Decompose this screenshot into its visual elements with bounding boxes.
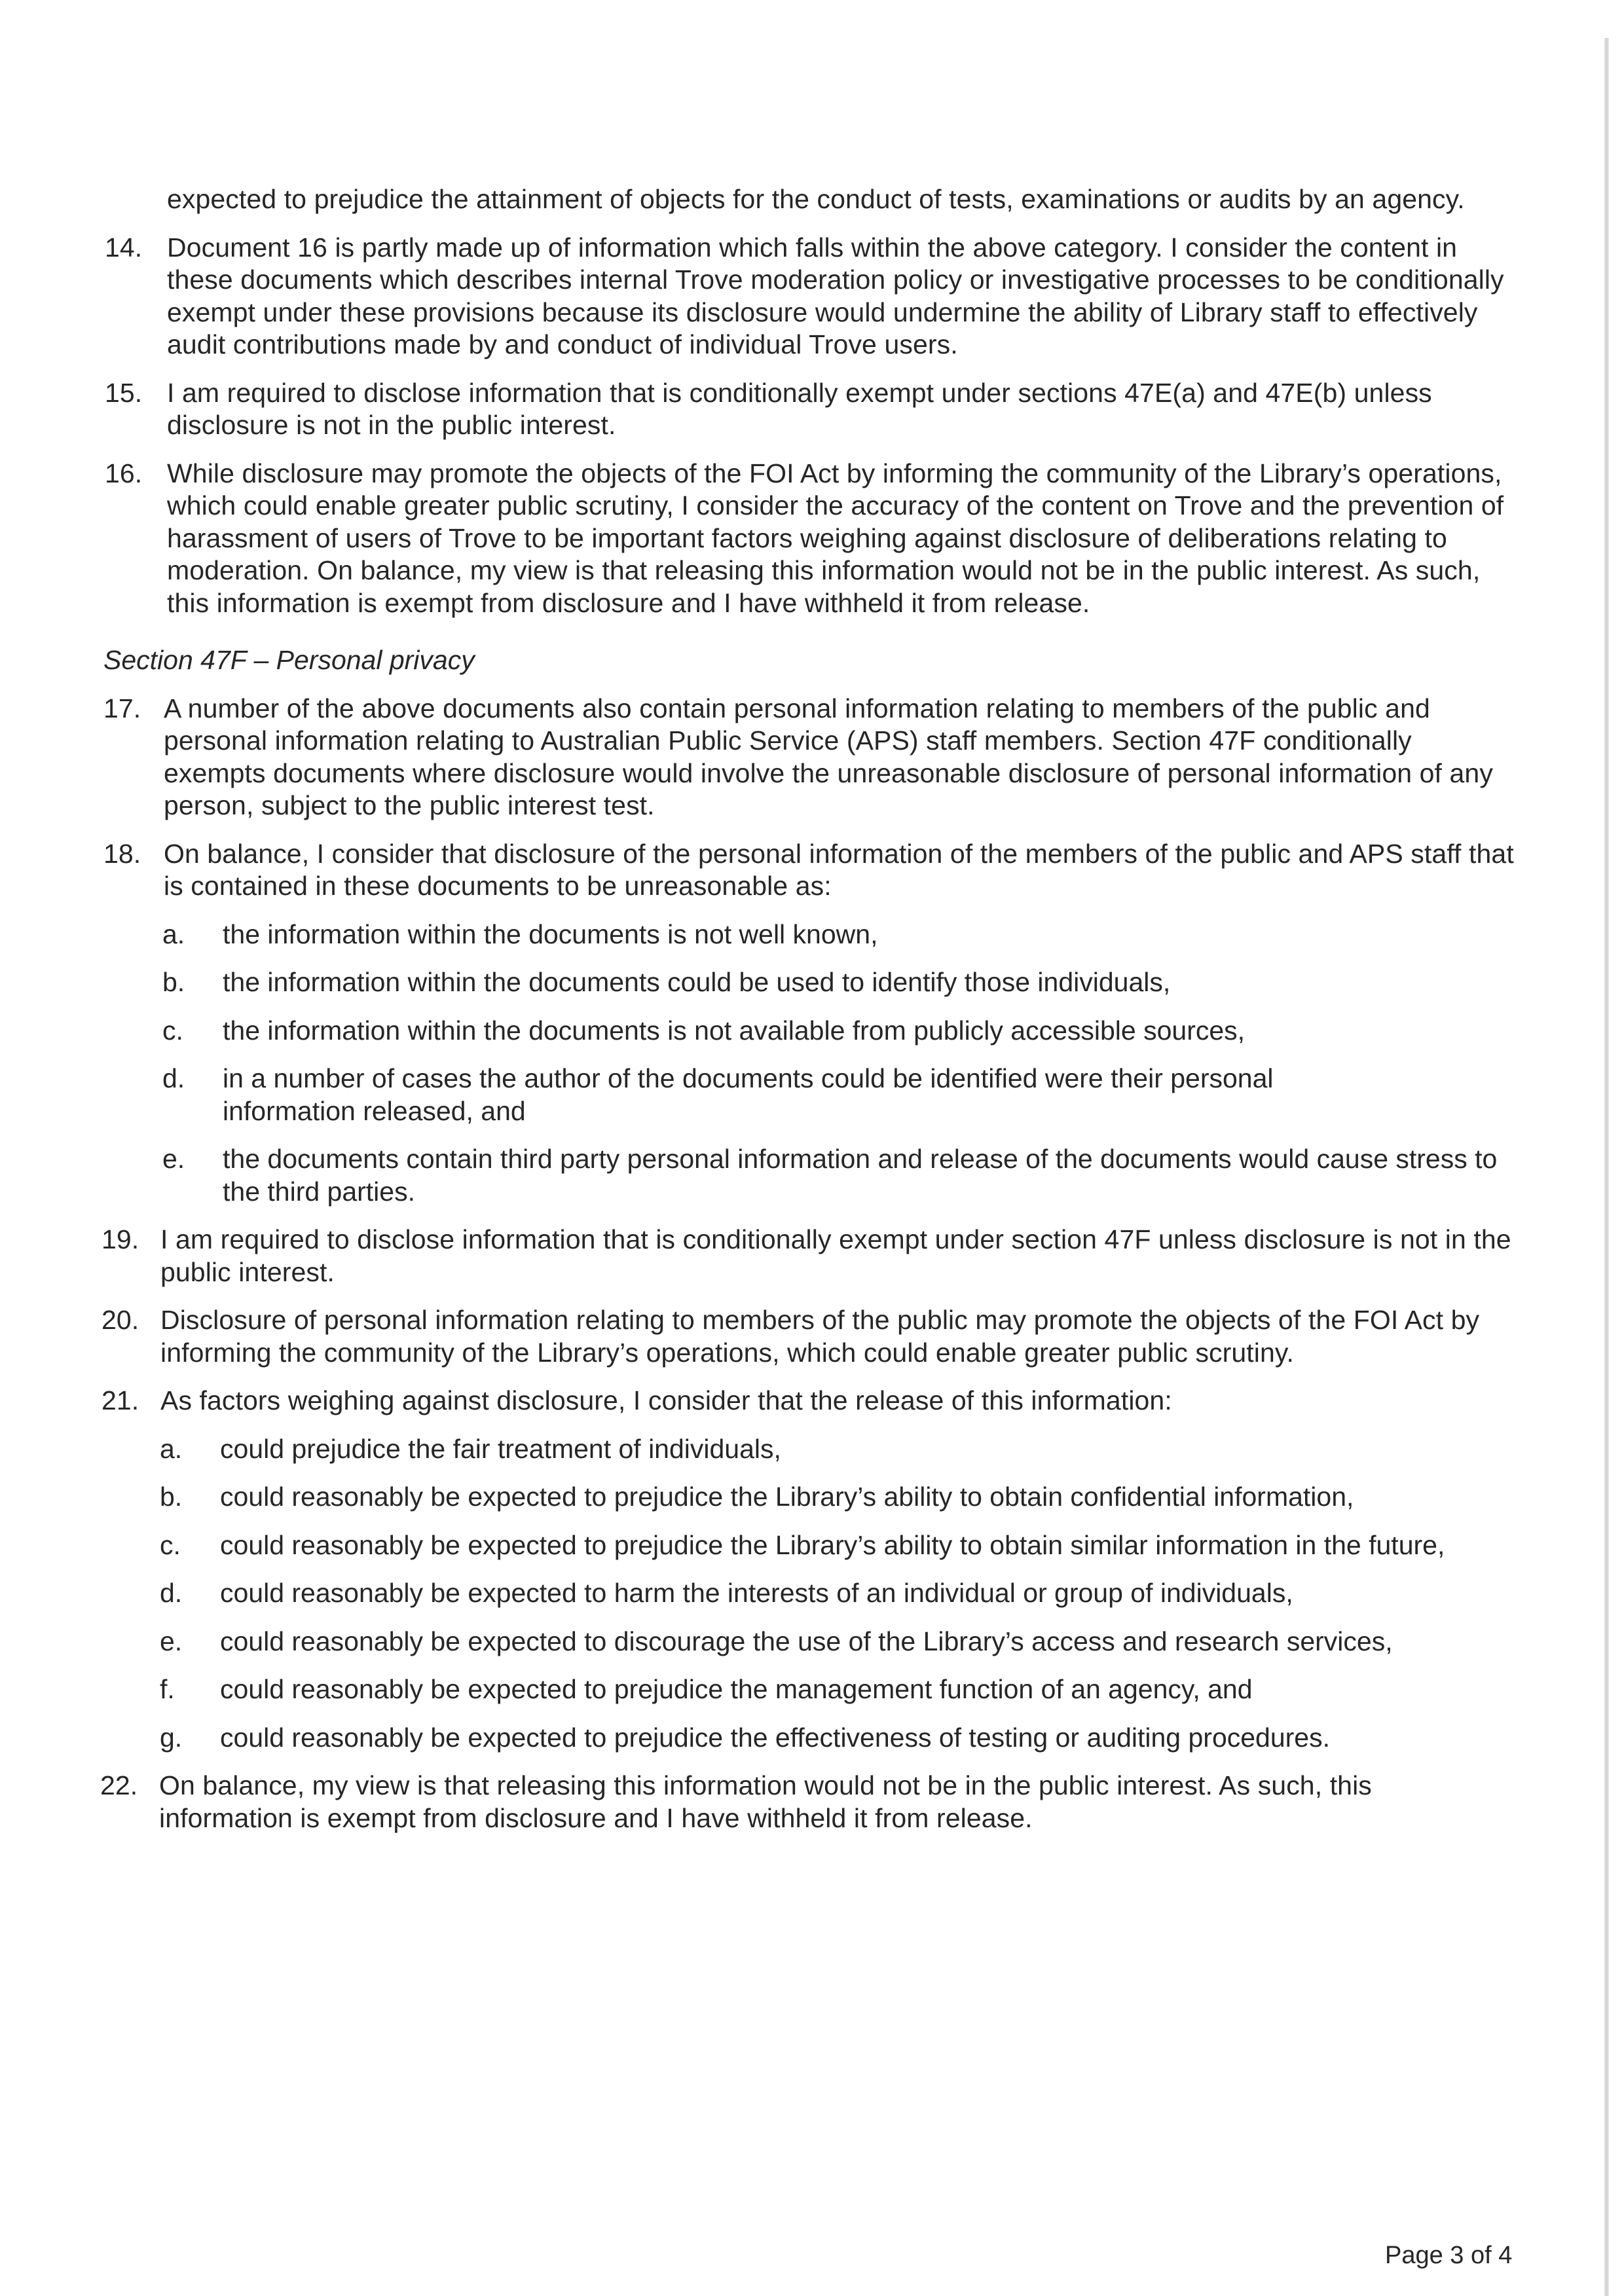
paragraph-text: Disclosure of personal information relating to members of the public may promote the objects of the FOI Act by informing the community of the Library’s operations, which could enable greater public scrutiny. — [160, 1305, 1480, 1368]
item-text: in a number of cases the author of the documents could be identified were their personal information released, and — [223, 1063, 1274, 1126]
paragraph-21-item-g — [160, 1722, 1523, 1755]
page-number-footer: Page 3 of 4 — [1385, 2242, 1513, 2269]
paragraph-21-item-b — [160, 1481, 1523, 1514]
paragraph-number: 18. — [103, 838, 141, 869]
paragraph-number: 20. — [101, 1305, 139, 1335]
paragraph-18-item-d — [162, 1063, 1401, 1127]
item-text: the documents contain third party personal information and release of the documents would cause stress to the third parties. — [223, 1144, 1498, 1207]
item-letter: b. — [162, 967, 185, 997]
item-letter: d. — [162, 1063, 185, 1093]
item-letter: g. — [160, 1722, 183, 1753]
paragraph-text: I am required to disclose information that is conditionally exempt under sections 47E(a) and 47E(b) unless disclosure is not in the public interest. — [167, 377, 1432, 440]
paragraph-21-item-a — [160, 1433, 1523, 1466]
paragraph-text: A number of the above documents also contain personal information relating to members of the public and personal information relating to Australian Public Service (APS) staff members. Section 47F conditionally exempts documents where disclosure would involve the unreasonable disclosure of personal information of any person, subject to the public interest test. — [164, 693, 1493, 820]
paragraph-text: On balance, my view is that releasing this information would not be in the public interest. As such, this information is exempt from disclosure and I have withheld it from release. — [159, 1770, 1372, 1833]
item-letter: c. — [160, 1529, 181, 1560]
paragraph-number: 21. — [101, 1385, 139, 1415]
item-text: could reasonably be expected to prejudice the Library’s ability to obtain confidential information, — [220, 1482, 1354, 1512]
paragraph-15 — [105, 377, 1477, 442]
item-text: could reasonably be expected to prejudice the effectiveness of testing or auditing procedures. — [220, 1722, 1330, 1753]
paragraph-18-item-e — [162, 1143, 1519, 1208]
paragraph-number: 14. — [105, 232, 143, 263]
paragraph-number: 16. — [105, 458, 143, 488]
paragraph-21-item-f — [160, 1673, 1523, 1706]
item-text: could reasonably be expected to prejudice the management function of an agency, and — [220, 1674, 1253, 1704]
paragraph-21-item-d — [160, 1577, 1523, 1610]
paragraph-16 — [105, 458, 1516, 620]
item-text: the information within the documents is not well known, — [223, 919, 878, 949]
paragraph-13-continuation — [167, 183, 1470, 216]
item-letter: c. — [162, 1015, 183, 1046]
section-heading: Section 47F – Personal privacy — [103, 645, 475, 675]
paragraph-number: 15. — [105, 377, 143, 408]
item-text: could reasonably be expected to harm the interests of an individual or group of individuals, — [220, 1578, 1293, 1608]
paragraph-17 — [103, 693, 1493, 822]
document-body — [0, 183, 1624, 1850]
paragraph-20 — [101, 1304, 1526, 1369]
paragraph-number: 17. — [103, 693, 141, 723]
paragraph-text: As factors weighing against disclosure, I consider that the release of this information: — [160, 1385, 1172, 1415]
paragraph-number: 22. — [100, 1770, 138, 1800]
paragraph-text: Document 16 is partly made up of information which falls within the above category. I consider the content in these documents which describes internal Trove moderation policy or investigative processes to be conditionally exempt under these provisions because its disclosure would undermine the ability of Library staff to effectively audit contributions made by and conduct of individual Trove users. — [167, 232, 1504, 359]
paragraph-18 — [103, 838, 1526, 903]
item-letter: e. — [160, 1626, 183, 1656]
paragraph-21-item-e — [160, 1626, 1530, 1658]
item-text: could reasonably be expected to prejudice the Library’s ability to obtain similar information in the future, — [220, 1529, 1445, 1560]
item-text: the information within the documents is not available from publicly accessible sources, — [223, 1015, 1246, 1046]
item-letter: a. — [160, 1433, 183, 1464]
item-text: could reasonably be expected to discourage the use of the Library’s access and research services, — [220, 1626, 1393, 1656]
paragraph-14 — [105, 232, 1529, 361]
item-letter: e. — [162, 1144, 185, 1174]
paragraph-text: While disclosure may promote the objects of the FOI Act by informing the community of the Library’s operations, which could enable greater public scrutiny, I consider the accuracy of the content on Trove and the prevention of harassment of users of Trove to be important factors weighing against disclosure of deliberations relating to moderation. On balance, my view is that releasing this information would not be in the public interest. As such, this information is exempt from disclosure and I have withheld it from release. — [167, 458, 1504, 618]
paragraph-18-item-a — [162, 919, 1467, 951]
paragraph-18-item-c — [162, 1015, 1467, 1048]
paragraph-21 — [101, 1385, 1522, 1417]
item-letter: d. — [160, 1578, 183, 1608]
paragraph-text: I am required to disclose information that is conditionally exempt under section 47F unless disclosure is not in the public interest. — [160, 1224, 1511, 1287]
paragraph-22 — [100, 1770, 1495, 1834]
item-letter: b. — [160, 1482, 183, 1512]
paragraph-21-item-c — [160, 1529, 1497, 1562]
item-letter: a. — [162, 919, 185, 949]
paragraph-19 — [101, 1224, 1522, 1288]
item-letter: f. — [160, 1674, 175, 1704]
paragraph-18-item-b — [162, 966, 1467, 999]
item-text: the information within the documents could be used to identify those individuals, — [223, 967, 1171, 997]
paragraph-number: 19. — [101, 1224, 139, 1254]
paragraph-text: On balance, I consider that disclosure of the personal information of the members of the public and APS staff that is contained in these documents to be unreasonable as: — [164, 838, 1514, 901]
item-text: could prejudice the fair treatment of individuals, — [220, 1433, 781, 1464]
paragraph-text: expected to prejudice the attainment of objects for the conduct of tests, examinations or audits by an agency. — [167, 184, 1465, 214]
